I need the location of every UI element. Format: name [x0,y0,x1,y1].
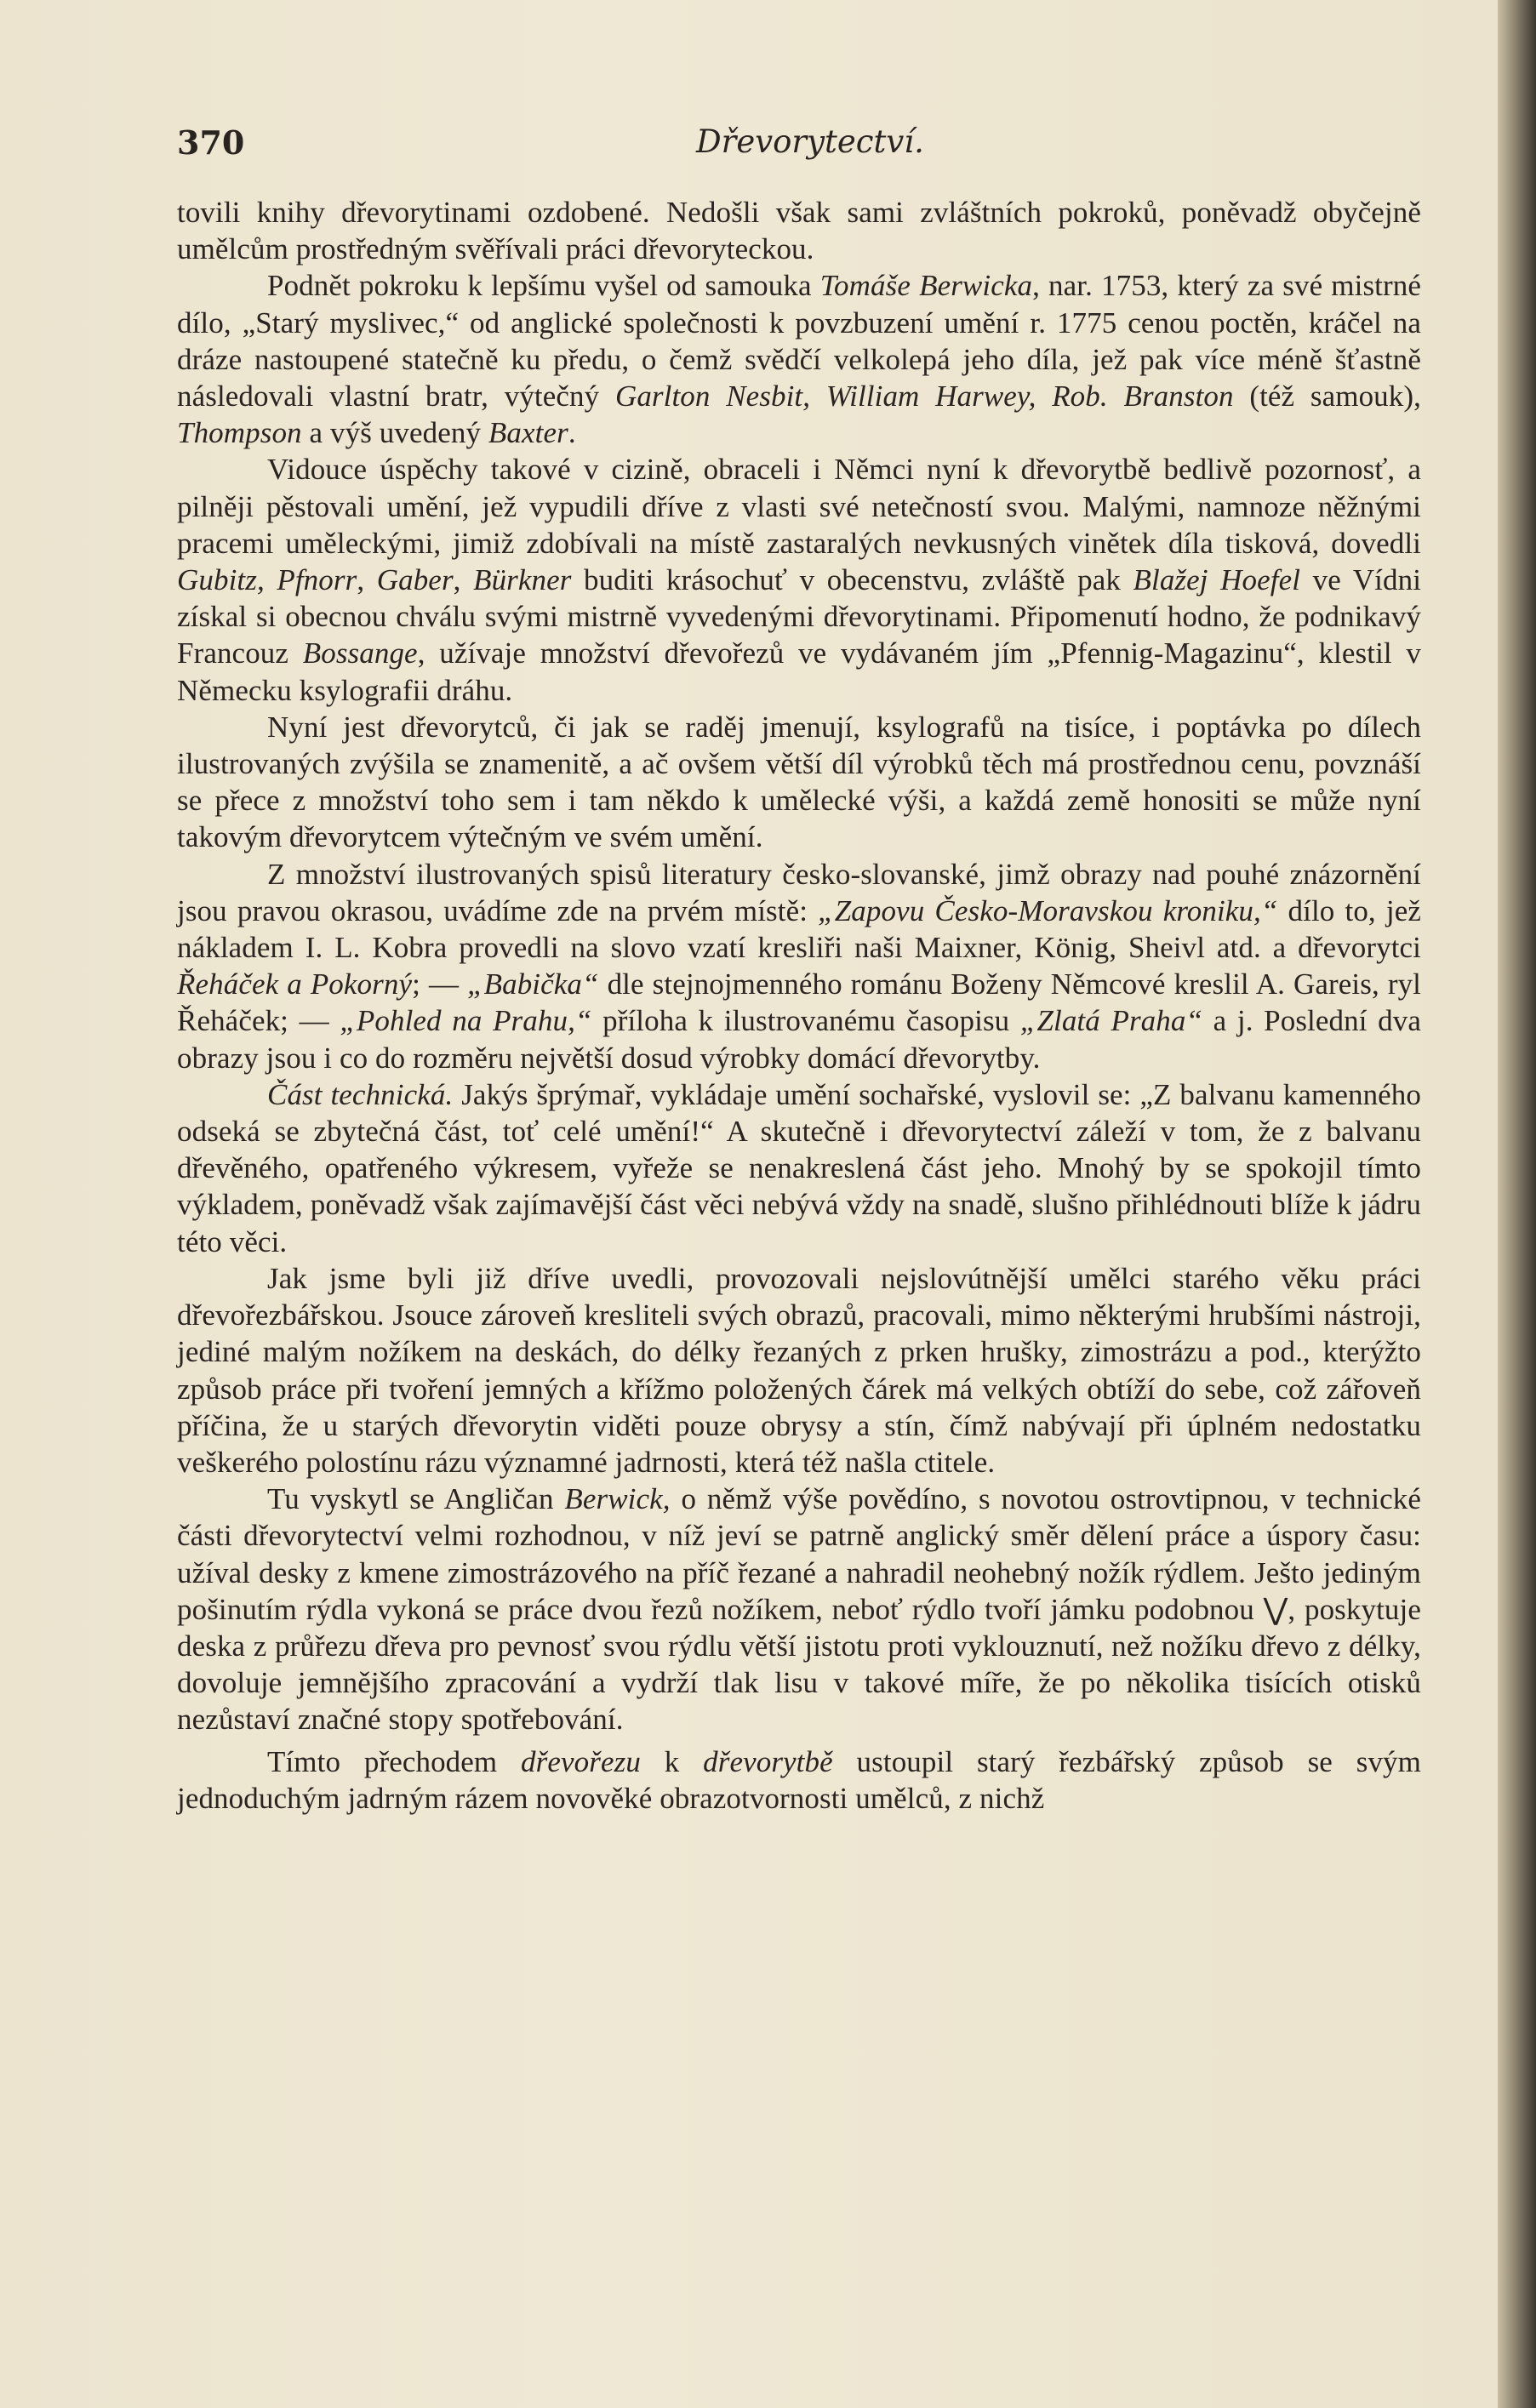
page-header [177,123,1421,166]
text-run: Jak jsme byli již dříve uvedli, provozovali nejslovútnější umělci starého věku práci dřevořezbářskou. Jsouce zároveň kresliteli svých obrazů, pracovali, mimo některými hrubšími nástroji, jediné malým nožíkem na deskách, do délky řezaných z prken hrušky, zimostrázu a pod., kterýžto způsob práce při tvoření jemných a křížmo položených čárek má velkých obtíží do sebe, což zářoveň příčina, že u starých dřevorytin viděti pouze obrysy a stín, čímž nabývají při úplném nedostatku veškerého polostínu rázu významné jadrnosti, která též našla ctitele. [177,1261,1421,1479]
italic-name: Gubitz, Pfnorr [177,563,357,597]
italic-name: Řeháček a Pokorný [177,967,413,1001]
paragraph-5 [177,856,1421,1076]
text-run: , [357,563,377,597]
paragraph-7 [177,1260,1421,1481]
italic-name: Tomáše Berwicka [819,269,1033,303]
text-run: buditi krásochuť v obecenstvu, zvláště pak [571,563,1133,597]
italic-title: „Babička“ [467,967,599,1001]
paragraph-2 [177,267,1421,451]
text-run: příloha k ilustrovanému časopisu [591,1004,1020,1038]
text-run: Podnět pokroku k lepšímu vyšel od samouka [267,269,820,303]
text-run: Tu vyskytl se Angličan [267,1482,565,1516]
text-run: ustoupil starý řezbářský způsob se svým jednoduchým jadrným rázem novověké obrazotvornosti umělců, z nichž [177,1744,1421,1815]
paragraph-3 [177,451,1421,708]
text-run: , nar. 1753, který za své mistrné dílo, „Starý myslivec,“ od anglické společnosti k povzbuzení umění r. 1775 cenou poctěn, kráčel na dráze nastoupené statečně ku předu, o čemž svědčí velkolepá jeho díla, jež pak více méně šťastně následovali vlastní bratr, výtečný [177,269,1421,414]
text-run: Tímto přechodem [267,1744,522,1778]
italic-title: „Zapovu Česko-Moravskou kroniku,“ [818,893,1278,927]
paragraph-4 [177,709,1421,856]
body-text [177,194,1421,1817]
text-run: (též samouk), [1233,379,1421,414]
italic-term: dřevorytbě [703,1744,833,1778]
text-run: dílo to, jež nákladem I. L. Kobra provedli na slovo vzatí kresliři naši Maixner, König, Sheivl atd. a dřevorytci [177,893,1421,965]
italic-name: Garlton Nesbit, William Harwey, Rob. Branston [614,379,1234,414]
text-run: k [640,1744,704,1778]
text-run: o němž výše povědíno, s novotou ostrovtipnou, v technické části dřevorytectví velmi rozhodnou, v níž jeví se patrně anglický směr dělení práce a úspory času: užíval desky z kmene zimostrázového na příč řezané a nahradil neohebný nožík rýdlem. Ješto jediným pošinutím rýdla vykoná se práce dvou řezů nožíkem, neboť rýdlo tvoří jámku podobnou ⋁, poskytuje deska z průřezu dřeva pro pevnosť svou rýdlu větší jistotu proti vyklouznutí, než nožíku dřevo z délky, dovoluje jemnějšího zpracování a vydrží tlak lisu v takové míře, že po několika tisících otisků nezůstaví značné stopy spotřebování. [177,1482,1421,1737]
italic-name: Bossange [302,636,418,670]
running-head: Dřevorytectví. [696,123,924,160]
italic-name: Blažej Hoefel [1133,563,1301,597]
text-run: tovili knihy dřevorytinami ozdobené. Nedošli však sami zvláštních pokroků, poněvadž obyčejně umělcům prostředným svěřívali práci dřevoryteckou. [177,196,1421,266]
text-run: ve Vídni získal si obecnou chválu svými mistrně vyvedenými dřevorytinami. Připomenutí hodno, že podnikavý Francouz [177,563,1422,670]
italic-name: Baxter [488,416,568,450]
text-run: Z množství ilustrovaných spisů literatury česko-slovanské, jimž obrazy nad pouhé znázornění jsou pravou okrasou, uvádíme zde na prvém místě: [177,857,1421,927]
text-run: , užívaje množství dřevořezů ve vydávaném jím „Pfennig-Magazinu“, klestil v Německu ksylografii dráhu. [177,636,1422,707]
italic-term: dřevořezu [521,1744,641,1778]
text-run: a j. Poslední dva obrazy jsou i co do rozměru největší dosud výrobky domácí dřevorytby. [177,1004,1421,1075]
italic-name: Bürkner [473,563,572,597]
italic-name: Berwick, [564,1482,671,1516]
text-run: ; — [412,967,468,1001]
italic-name: Gaber [376,563,454,597]
text-run: Jakýs šprýmař, vykládaje umění sochařské, vyslovil se: „Z balvanu kamenného odseká se zbytečná část, toť celé umění!“ A skutečně i dřevorytectví záleží v tom, že z balvanu dřevěného, opatřeného výkresem, vyřeže se nenakreslená část jeho. Mnohý by se spokojil tímto výkladem, poněvadž však zajímavější část věci nebývá vždy na snadě, slušno přihlédnouti blíže k jádru této věci. [177,1077,1422,1258]
text-run: . [568,416,576,450]
text-run: Vidouce úspěchy takové v cizině, obraceli i Němci nyní k dřevorytbě bedlivě pozornosť, a pilněji pěstovali umění, jež vypudili dříve z vlasti své netečností svou. Malými, namnoze něžnými pracemi uměleckými, jimiž zdobívali na místě zastaralých nevkusných vinětek díla tisková, dovedli [177,453,1421,560]
paragraph-9 [177,1743,1421,1817]
text-run: , [453,563,474,597]
italic-name: Thompson [177,416,302,450]
paragraph-6 [177,1076,1421,1260]
paragraph-1 [177,194,1421,267]
italic-title: „Pohled na Prahu,“ [340,1004,592,1038]
page-number: 370 [177,123,245,162]
text-run: a výš uvedený [301,416,488,450]
text-run: dle stejnojmenného románu Boženy Němcové kreslil A. Gareis, ryl Řeháček; — [177,967,1422,1038]
italic-title: „Zlatá Praha“ [1019,1004,1203,1038]
section-heading: Část technická. [267,1077,454,1111]
text-run: Nyní jest dřevorytců, či jak se raděj jmenují, ksylografů na tisíce, i poptávka po dílech ilustrovaných zvýšila se znamenitě, a ač ovšem větší díl výrobků těch má prostřednou cenu, povznáší se přece z množství toho sem i tam někdo k umělecké výši, a každá země honositi se může nyní takovým dřevorytcem výtečným ve svém umění. [177,710,1421,854]
book-spine-edge [1498,0,1536,2408]
paragraph-8 [177,1481,1421,1738]
